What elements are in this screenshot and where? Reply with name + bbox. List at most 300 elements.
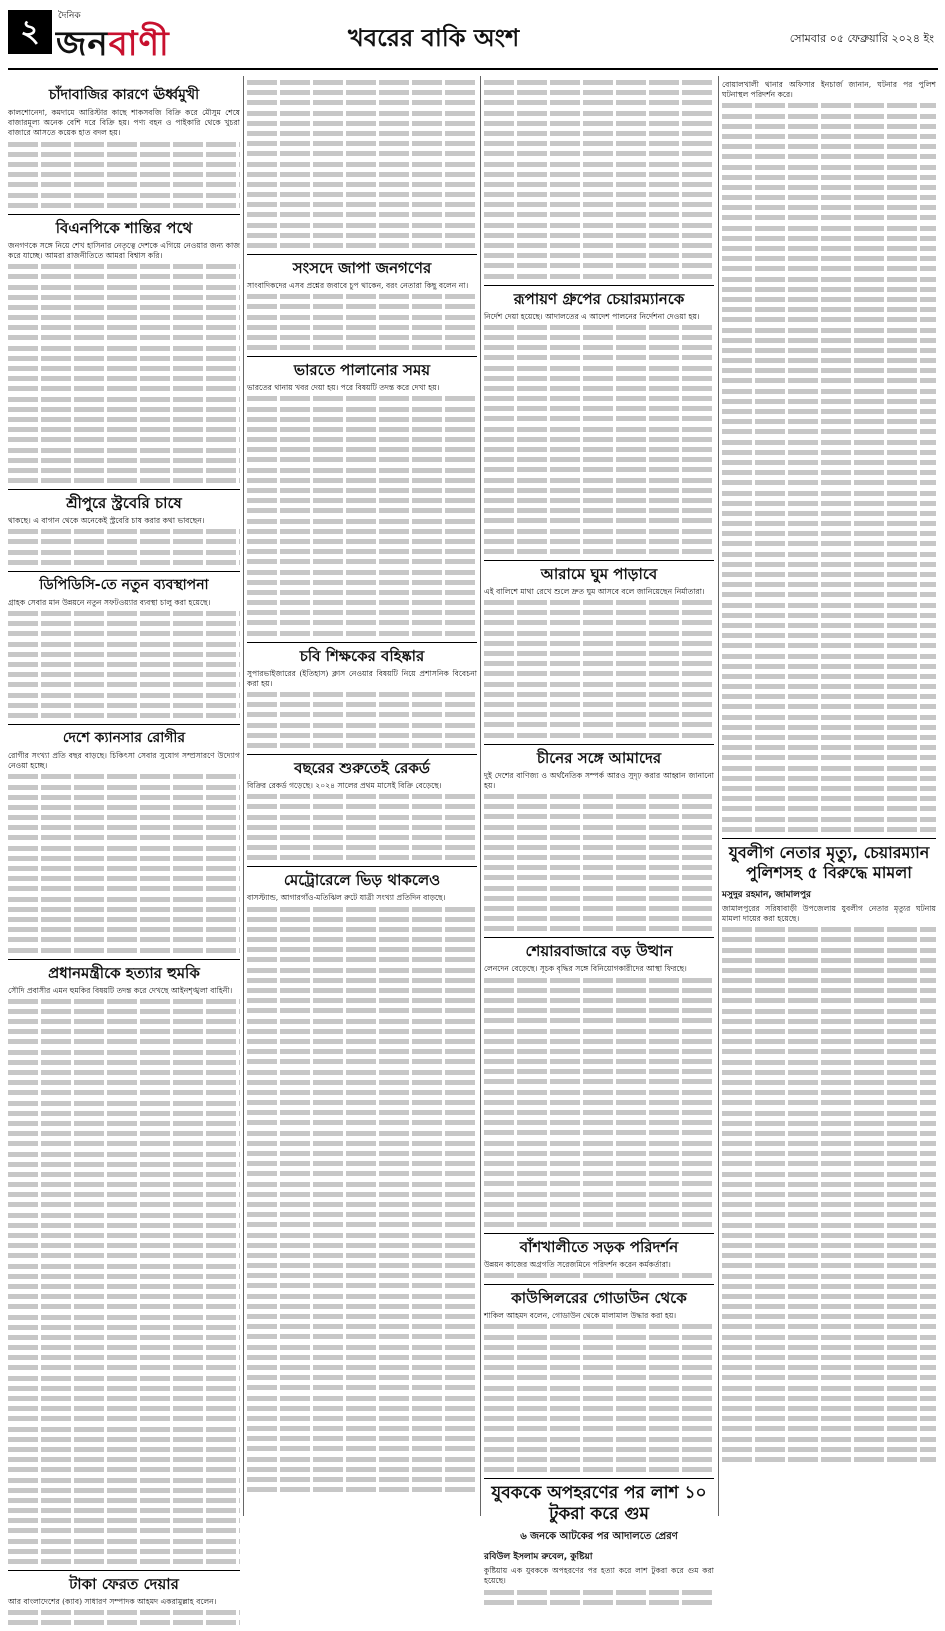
text-line bbox=[484, 1447, 714, 1452]
text-line bbox=[484, 1120, 714, 1125]
text-line bbox=[484, 437, 714, 442]
text-line bbox=[8, 193, 240, 198]
text-line bbox=[484, 121, 714, 126]
text-line bbox=[247, 294, 477, 299]
article-body: সৌদি প্রবাসীর এমন হুমকির বিষয়টি তদন্ত করে দেখছে আইনশৃঙ্খলা বাহিনী। bbox=[8, 985, 233, 995]
text-line bbox=[484, 376, 714, 381]
text-line bbox=[247, 162, 477, 167]
text-line bbox=[8, 886, 240, 891]
text-line bbox=[247, 1212, 477, 1217]
text-line bbox=[247, 304, 477, 309]
text-line bbox=[722, 429, 936, 434]
text-line bbox=[722, 114, 936, 119]
text-line bbox=[722, 1019, 936, 1024]
text-line bbox=[247, 80, 477, 85]
text-line bbox=[484, 1008, 714, 1013]
text-line bbox=[247, 1080, 477, 1085]
text-line bbox=[722, 603, 936, 608]
text-line bbox=[8, 407, 240, 412]
text-line bbox=[722, 694, 936, 699]
column-3 bbox=[484, 76, 714, 1610]
text-line bbox=[722, 1029, 936, 1034]
text-line bbox=[247, 1385, 477, 1390]
article-byline: রবিউল ইসলাম রুবেল, কুষ্টিয়া bbox=[484, 1552, 593, 1563]
text-line bbox=[247, 427, 477, 432]
text-line bbox=[247, 968, 477, 973]
text-line bbox=[8, 1365, 240, 1370]
text-line bbox=[8, 560, 240, 565]
text-line bbox=[722, 592, 936, 597]
text-line bbox=[722, 1447, 936, 1452]
text-line bbox=[484, 192, 714, 197]
text-line bbox=[8, 1182, 240, 1187]
text-line bbox=[8, 682, 240, 687]
text-line bbox=[484, 692, 714, 697]
text-line bbox=[8, 1009, 240, 1014]
text-line bbox=[722, 1416, 936, 1421]
text-line bbox=[8, 1437, 240, 1442]
text-line bbox=[247, 100, 477, 105]
article bbox=[484, 744, 714, 932]
text-line bbox=[484, 1171, 714, 1176]
text-line bbox=[722, 1111, 936, 1116]
text-line bbox=[8, 917, 240, 922]
text-line bbox=[247, 1446, 477, 1451]
text-line bbox=[247, 855, 477, 860]
text-line bbox=[247, 1263, 477, 1268]
text-line bbox=[484, 988, 714, 993]
text-line bbox=[484, 1457, 714, 1462]
text-line bbox=[722, 419, 936, 424]
text-line bbox=[8, 1620, 240, 1625]
text-line bbox=[484, 1069, 714, 1074]
text-line bbox=[722, 246, 936, 251]
text-line bbox=[247, 488, 477, 493]
text-line bbox=[484, 600, 714, 605]
text-line bbox=[484, 794, 714, 799]
text-line bbox=[484, 1365, 714, 1370]
text-line bbox=[722, 968, 936, 973]
text-line bbox=[247, 815, 477, 820]
text-line bbox=[247, 1161, 477, 1166]
article-body: জনগণকে সঙ্গে নিয়ে শেখ হাসিনার নেতৃত্বে দেশকে এগিয়ে নেওয়ার জন্য কাজ করে যাচ্ছে। আমরা রাজনীতিতে আমরা বিশ্বাস করি। bbox=[8, 240, 240, 260]
article-headline: চীনের সঙ্গে আমাদের bbox=[484, 744, 714, 767]
text-line bbox=[722, 287, 936, 292]
text-line bbox=[722, 1406, 936, 1411]
text-line bbox=[722, 399, 936, 404]
text-line bbox=[8, 621, 240, 626]
text-line bbox=[484, 1600, 714, 1605]
text-line bbox=[8, 1039, 240, 1044]
article-headline: যুবলীগ নেতার মৃত্যু, চেয়ারম্যান পুলিশসহ ৫ বিরুদ্ধে মামলা bbox=[722, 838, 936, 883]
text-line bbox=[484, 702, 714, 707]
text-line bbox=[722, 266, 936, 271]
column-2 bbox=[247, 76, 477, 1497]
text-line bbox=[484, 1437, 714, 1442]
text-line bbox=[722, 958, 936, 963]
text-line bbox=[722, 664, 936, 669]
text-line bbox=[247, 712, 477, 717]
text-line bbox=[484, 1396, 714, 1401]
text-line bbox=[484, 998, 714, 1003]
text-line bbox=[8, 356, 240, 361]
article-body: রোগীর সংখ্যা প্রতি বছর বাড়ছে। চিকিৎসা সেবার সুযোগ সম্প্রসারণে উদ্যোগ নেওয়া হচ্ছে। bbox=[8, 750, 240, 771]
text-line bbox=[247, 192, 477, 197]
text-line bbox=[8, 846, 240, 851]
article-byline: মসুদুর রহমান, জামালপুর bbox=[722, 889, 812, 900]
text-line bbox=[484, 263, 714, 268]
text-line bbox=[247, 539, 477, 544]
text-line bbox=[484, 1335, 714, 1340]
article bbox=[484, 285, 714, 554]
text-line bbox=[722, 725, 936, 730]
article bbox=[8, 571, 240, 718]
text-line bbox=[247, 447, 477, 452]
text-line bbox=[484, 508, 714, 513]
text-line bbox=[8, 478, 240, 483]
article-body: কুষ্টিয়ায় এক যুবককে অপহরণের পর হত্যা করে লাশ টুকরা করে গুম করা হয়েছে। bbox=[484, 1566, 714, 1586]
text-line bbox=[484, 488, 714, 493]
text-line bbox=[8, 162, 240, 167]
article bbox=[8, 724, 240, 953]
text-line bbox=[247, 468, 477, 473]
text-line bbox=[247, 335, 477, 340]
text-line bbox=[247, 498, 477, 503]
text-line bbox=[484, 1222, 714, 1227]
text-line bbox=[247, 692, 477, 697]
text-line bbox=[484, 172, 714, 177]
text-line bbox=[722, 796, 936, 801]
column-divider bbox=[243, 76, 244, 1516]
text-line bbox=[722, 806, 936, 811]
paper-logo: জনবাণী bbox=[56, 24, 170, 64]
text-line bbox=[484, 610, 714, 615]
text-line bbox=[247, 417, 477, 422]
text-line bbox=[722, 948, 936, 953]
text-line bbox=[722, 1141, 936, 1146]
text-line bbox=[8, 1070, 240, 1075]
text-line bbox=[722, 297, 936, 302]
text-line bbox=[247, 508, 477, 513]
text-line bbox=[8, 376, 240, 381]
text-line bbox=[8, 142, 240, 147]
article-body: কালশোনেদা, কমদামে আরিস্টার কাছে শাকসবজি বিক্রি করে মৌসুম শেষে বাজারমূল্য অনেক বেশি দরে বিক্রি হয়। পণ্য বহন ও পাইকারি থেকে খুচরা বাজারে আসতে কয়েক হাত বদল হয়। bbox=[8, 108, 240, 138]
text-line bbox=[247, 1110, 477, 1115]
text-line bbox=[8, 1213, 240, 1218]
article-body: নির্দেশ দেয়া হয়েছে। আদালতের এ আদেশ পালনের নির্দেশনা দেওয়া হয়। bbox=[484, 311, 700, 321]
text-line bbox=[247, 610, 477, 615]
text-line bbox=[484, 90, 714, 95]
text-line bbox=[247, 978, 477, 983]
text-line bbox=[247, 111, 477, 116]
article-body: সুপারভাইজারের (ইতিহাস) ক্লাস নেওয়ার বিষয়টি নিয়ে প্রশাসনিক বিবেচনা করা হয়। bbox=[247, 668, 477, 688]
article bbox=[484, 560, 714, 738]
text-line bbox=[8, 672, 240, 677]
text-line bbox=[484, 896, 714, 901]
text-line bbox=[247, 845, 477, 850]
text-line bbox=[247, 825, 477, 830]
text-line bbox=[722, 1365, 936, 1370]
text-line bbox=[722, 1161, 936, 1166]
text-line bbox=[8, 774, 240, 779]
text-line bbox=[484, 223, 714, 228]
text-line bbox=[484, 447, 714, 452]
text-line bbox=[722, 1314, 936, 1319]
text-line bbox=[8, 866, 240, 871]
text-line bbox=[247, 1273, 477, 1278]
text-line bbox=[722, 1212, 936, 1217]
text-line bbox=[8, 652, 240, 657]
article bbox=[247, 866, 477, 1492]
article-body: গ্রাহক সেবার মান উন্নয়নে নতুন সফটওয়্যার ব্যবস্থা চালু করা হয়েছে। bbox=[8, 597, 211, 607]
text-line bbox=[8, 1090, 240, 1095]
text-line bbox=[8, 1406, 240, 1411]
text-line bbox=[247, 549, 477, 554]
text-line bbox=[8, 468, 240, 473]
article bbox=[8, 214, 240, 483]
text-line bbox=[722, 328, 936, 333]
text-line bbox=[484, 926, 714, 931]
text-line bbox=[484, 549, 714, 554]
text-line bbox=[484, 1345, 714, 1350]
text-line bbox=[247, 1019, 477, 1024]
article bbox=[484, 1478, 714, 1605]
text-line bbox=[484, 671, 714, 676]
text-line bbox=[8, 631, 240, 636]
text-line bbox=[247, 580, 477, 585]
text-line bbox=[484, 620, 714, 625]
text-line bbox=[8, 1264, 240, 1269]
article-headline: কাউন্সিলরের গোডাউন থেকে bbox=[484, 1284, 714, 1307]
text-line bbox=[722, 1386, 936, 1391]
text-line bbox=[247, 1457, 477, 1462]
text-line bbox=[722, 735, 936, 740]
text-line bbox=[722, 1335, 936, 1340]
text-line bbox=[8, 662, 240, 667]
text-line bbox=[484, 722, 714, 727]
article bbox=[484, 1284, 714, 1472]
text-line bbox=[484, 274, 714, 279]
text-line bbox=[484, 1324, 714, 1329]
text-line bbox=[247, 907, 477, 912]
text-line bbox=[8, 1376, 240, 1381]
text-line bbox=[247, 1467, 477, 1472]
text-line bbox=[722, 827, 936, 832]
text-line bbox=[8, 386, 240, 391]
text-line bbox=[484, 886, 714, 891]
text-line bbox=[484, 835, 714, 840]
text-line bbox=[247, 131, 477, 136]
text-line bbox=[247, 1406, 477, 1411]
article-headline: প্রধানমন্ত্রীকে হত্যার হুমকি bbox=[8, 959, 240, 982]
text-line bbox=[247, 927, 477, 932]
text-line bbox=[8, 1488, 240, 1493]
article-body: আর বাংলাদেশের (ক্যাব) সাধারণ সম্পাদক আহমদ একরামুল্লাহ বলেন। bbox=[8, 1597, 217, 1607]
article-body: বোয়ালখালী থানার অফিসার ইনচার্জ জানান, ঘটনার পর পুলিশ ঘটনাস্থল পরিদর্শন করে। bbox=[722, 80, 936, 100]
text-line bbox=[484, 1467, 714, 1472]
text-line bbox=[8, 1050, 240, 1055]
text-line bbox=[247, 172, 477, 177]
text-line bbox=[484, 1151, 714, 1156]
text-line bbox=[722, 1396, 936, 1401]
text-line bbox=[722, 389, 936, 394]
article bbox=[484, 80, 714, 279]
article-body: বাসস্ট্যান্ড, আগারগাঁও-মতিঝিল রুটে যাত্রী সংখ্যা প্রতিদিন বাড়ছে। bbox=[247, 893, 446, 903]
text-line bbox=[8, 366, 240, 371]
text-line bbox=[722, 1049, 936, 1054]
text-line bbox=[484, 1406, 714, 1411]
article-headline: চাঁদাবাজির কারণে ঊর্ধ্বমুখী bbox=[48, 87, 200, 103]
text-line bbox=[247, 182, 477, 187]
text-line bbox=[722, 1375, 936, 1380]
text-line bbox=[722, 654, 936, 659]
text-line bbox=[484, 1212, 714, 1217]
text-line bbox=[8, 1498, 240, 1503]
text-line bbox=[8, 611, 240, 616]
text-line bbox=[722, 480, 936, 485]
text-line bbox=[8, 907, 240, 912]
text-line bbox=[8, 305, 240, 310]
text-line bbox=[247, 1070, 477, 1075]
text-line bbox=[8, 1243, 240, 1248]
text-line bbox=[722, 988, 936, 993]
text-line bbox=[247, 457, 477, 462]
text-line bbox=[247, 1304, 477, 1309]
article-body: লেনদেন বেড়েছে। সূচক বৃদ্ধির সঙ্গে বিনিয়োগকারীদের আস্থা ফিরছে। bbox=[484, 964, 687, 974]
text-line bbox=[484, 233, 714, 238]
text-line bbox=[8, 1549, 240, 1554]
text-line bbox=[8, 876, 240, 881]
text-line bbox=[484, 661, 714, 666]
text-line bbox=[722, 317, 936, 322]
text-line bbox=[484, 355, 714, 360]
text-line bbox=[722, 1090, 936, 1095]
text-line bbox=[484, 733, 714, 738]
text-line bbox=[484, 641, 714, 646]
text-line bbox=[484, 1375, 714, 1380]
text-line bbox=[484, 1018, 714, 1023]
text-line bbox=[8, 335, 240, 340]
text-line bbox=[8, 785, 240, 790]
text-line bbox=[722, 195, 936, 200]
text-line bbox=[722, 470, 936, 475]
text-line bbox=[722, 1070, 936, 1075]
text-line bbox=[247, 243, 477, 248]
text-line bbox=[722, 937, 936, 942]
text-line bbox=[722, 358, 936, 363]
text-line bbox=[247, 1314, 477, 1319]
article bbox=[247, 80, 477, 248]
text-line bbox=[247, 1008, 477, 1013]
article bbox=[247, 356, 477, 636]
text-line bbox=[484, 162, 714, 167]
text-line bbox=[247, 437, 477, 442]
text-line bbox=[8, 1355, 240, 1360]
text-line bbox=[247, 1355, 477, 1360]
article-body: থাকছে। এ বাগান থেকে অনেকেই স্ট্রবেরি চাষ করার কথা ভাবছেন। bbox=[8, 516, 205, 526]
text-line bbox=[8, 1335, 240, 1340]
article-body: ভারতের থানায় খবর দেয়া হয়। পরে বিষয়টি তদন্ত করে দেখা হয়। bbox=[247, 383, 440, 393]
text-line bbox=[722, 1426, 936, 1431]
text-line bbox=[484, 100, 714, 105]
text-line bbox=[722, 674, 936, 679]
text-line bbox=[8, 203, 240, 208]
text-line bbox=[8, 1396, 240, 1401]
text-line bbox=[247, 1192, 477, 1197]
text-line bbox=[722, 1121, 936, 1126]
text-line bbox=[484, 539, 714, 544]
text-line bbox=[722, 1131, 936, 1136]
text-line bbox=[247, 947, 477, 952]
text-line bbox=[8, 1141, 240, 1146]
column-divider bbox=[480, 76, 481, 1516]
text-line bbox=[722, 633, 936, 638]
column-divider bbox=[718, 76, 719, 1516]
text-line bbox=[722, 1223, 936, 1228]
article-headline: বছরের শুরুতেই রেকর্ড bbox=[247, 754, 477, 777]
text-line bbox=[722, 1172, 936, 1177]
text-line bbox=[484, 131, 714, 136]
text-line bbox=[8, 1528, 240, 1533]
text-line bbox=[247, 141, 477, 146]
text-line bbox=[247, 529, 477, 534]
text-line bbox=[484, 243, 714, 248]
text-line bbox=[8, 1447, 240, 1452]
text-line bbox=[484, 457, 714, 462]
text-line bbox=[8, 1233, 240, 1238]
text-line bbox=[8, 693, 240, 698]
text-line bbox=[8, 1294, 240, 1299]
text-line bbox=[8, 1060, 240, 1065]
text-line bbox=[484, 151, 714, 156]
text-line bbox=[484, 518, 714, 523]
text-line bbox=[8, 1467, 240, 1472]
text-line bbox=[8, 1416, 240, 1421]
text-line bbox=[247, 1131, 477, 1136]
text-line bbox=[722, 927, 936, 932]
article-headline: দেশে ক্যানসার রোগীর bbox=[8, 724, 240, 747]
article bbox=[8, 489, 240, 565]
text-line bbox=[8, 1315, 240, 1320]
text-line bbox=[8, 152, 240, 157]
text-line bbox=[722, 165, 936, 170]
text-line bbox=[247, 1120, 477, 1125]
article-headline: সংসদে জাপা জনগণের bbox=[247, 254, 477, 277]
text-line bbox=[247, 1100, 477, 1105]
text-line bbox=[8, 1559, 240, 1564]
text-line bbox=[247, 1182, 477, 1187]
text-line bbox=[8, 1029, 240, 1034]
text-line bbox=[722, 684, 936, 689]
text-line bbox=[484, 631, 714, 636]
text-line bbox=[8, 1539, 240, 1544]
text-line bbox=[8, 285, 240, 290]
text-line bbox=[247, 121, 477, 126]
text-line bbox=[247, 1416, 477, 1421]
text-line bbox=[247, 1324, 477, 1329]
text-line bbox=[247, 315, 477, 320]
text-line bbox=[484, 875, 714, 880]
issue-date: সোমবার ০৫ ফেব্রুয়ারি ২০২৪ ইং bbox=[789, 32, 934, 45]
text-line bbox=[722, 307, 936, 312]
text-line bbox=[8, 1325, 240, 1330]
text-line bbox=[8, 815, 240, 820]
article-subheadline: ৬ জনকে আটকের পর আদালতে প্রেরণ bbox=[520, 1531, 678, 1543]
text-line bbox=[8, 713, 240, 718]
text-line bbox=[8, 795, 240, 800]
text-line bbox=[484, 1355, 714, 1360]
text-line bbox=[8, 1121, 240, 1126]
